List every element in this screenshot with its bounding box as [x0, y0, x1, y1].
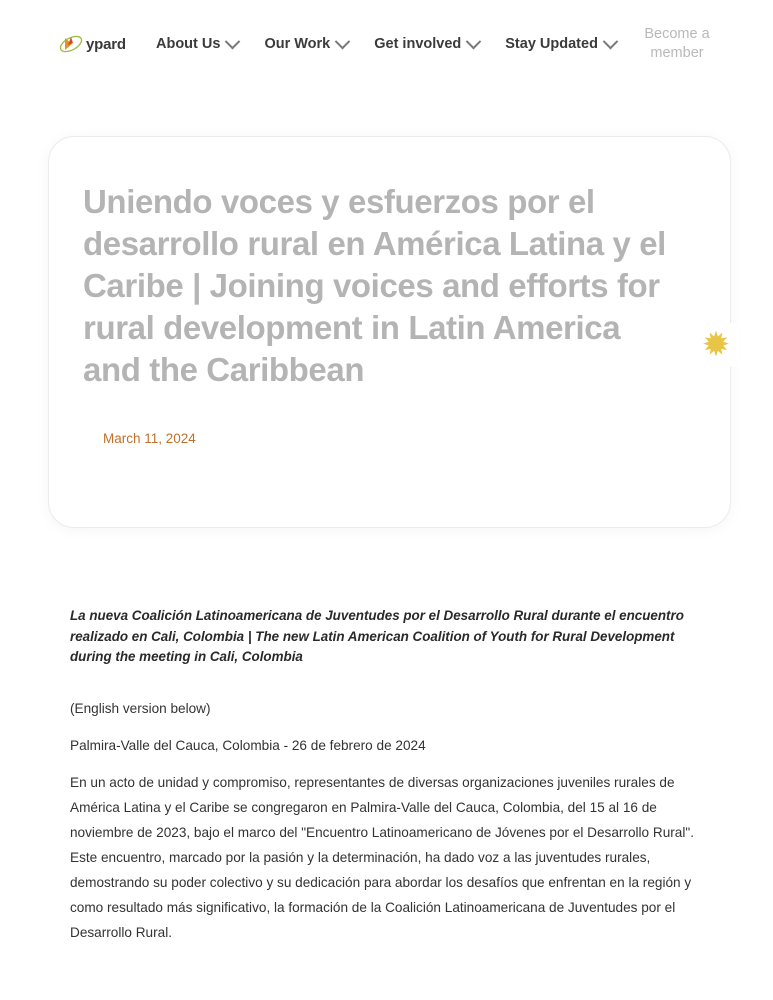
chevron-down-icon: [466, 33, 482, 49]
site-header: [0, 0, 773, 70]
ypard-leaf-logo-icon: [58, 31, 84, 57]
article-paragraph: Palmira-Valle del Cauca, Colombia - 26 de febrero de 2024: [70, 737, 426, 753]
hero-card: [48, 136, 731, 528]
article-lede: La nueva Coalición Latinoamericana de Juventudes por el Desarrollo Rural durante el encuentro realizado en Cali, Colombia | The new Latin American Coalition of Youth for Rural Development during the meeting in Cali, Colombia: [70, 608, 684, 664]
nav-item-label: Our Work: [264, 36, 331, 52]
nav-item-stay-updated[interactable]: [505, 36, 616, 52]
nav-item-get-involved[interactable]: [374, 36, 479, 52]
nav-item-label: Get involved: [374, 36, 462, 52]
article-paragraph: (English version below): [70, 700, 211, 716]
page-title: Uniendo voces y esfuerzos por el desarrollo rural en América Latina y el Caribe | Joining voices and efforts for rural development in Latin America and the Caribbean: [83, 183, 666, 388]
chevron-down-icon: [603, 33, 619, 49]
nav-item-our-work[interactable]: [264, 36, 348, 52]
nav-item-label: About Us: [156, 36, 221, 52]
publish-date: March 11, 2024: [103, 431, 196, 446]
article-body: [70, 606, 703, 945]
site-logo[interactable]: [58, 31, 138, 57]
chevron-down-icon: [335, 33, 351, 49]
nav-item-label: Stay Updated: [505, 36, 598, 52]
logo-text: ypard: [86, 35, 126, 53]
main-navigation: [156, 36, 616, 52]
become-a-member-button[interactable]: Become a member: [644, 26, 710, 61]
nav-item-about-us[interactable]: [156, 36, 238, 52]
asterisk-icon: ✹: [694, 323, 738, 367]
chevron-down-icon: [225, 33, 241, 49]
article-paragraph: En un acto de unidad y compromiso, representantes de diversas organizaciones juveniles rurales de América Latina y el Caribe se congregaron en Palmira-Valle del Cauca, Colombia, del 15 al 16 de noviembre de 2023, bajo el marco del "Encuentro Latinoamericano de Jóvenes por el Desarrollo Rural". Este encuentro, marcado por la pasión y la determinación, ha dado voz a las juventudes rurales, demostrando su poder colectivo y su dedicación para abordar los desafíos que enfrentan en la región y como resultado más significativo, la formación de la Coalición Latinoamericana de Juventudes por el Desarrollo Rural.: [70, 774, 694, 940]
